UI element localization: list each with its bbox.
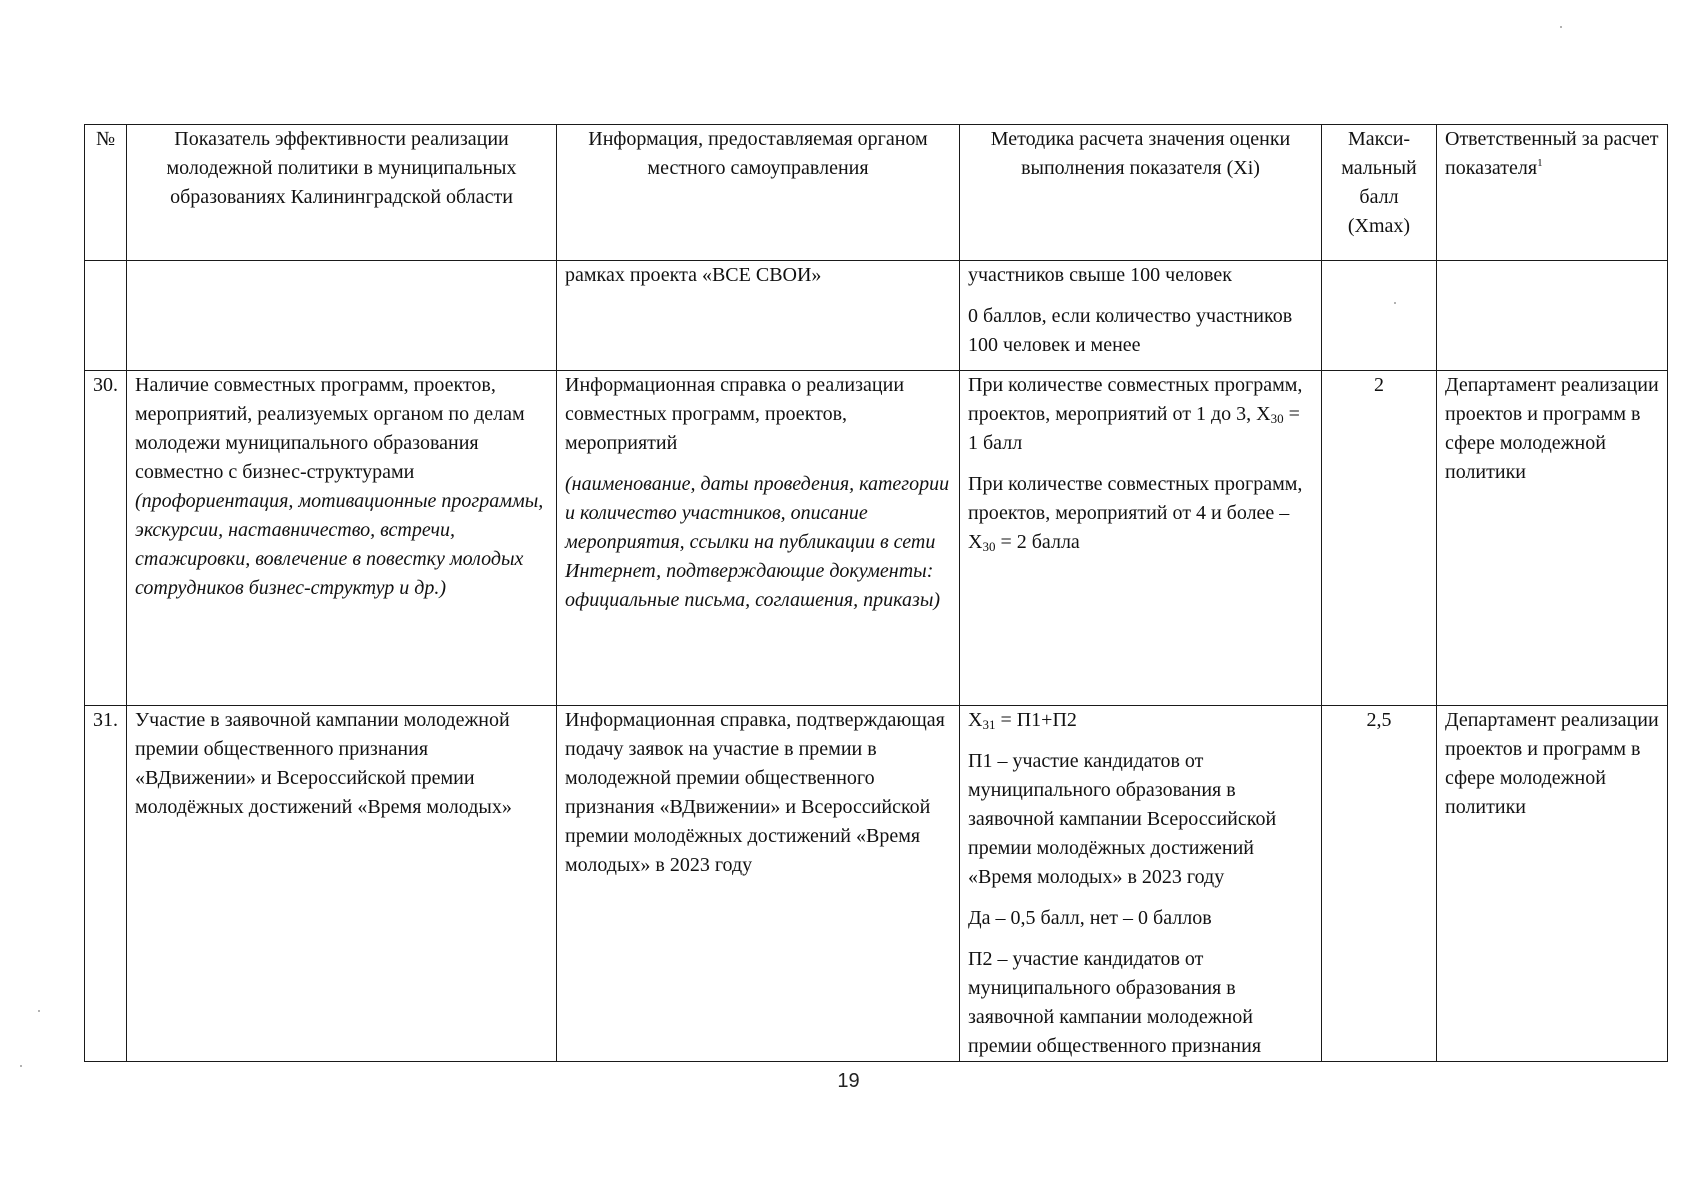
cell-indicator (127, 261, 557, 371)
cell-indicator (127, 371, 557, 706)
cell-info (557, 261, 960, 371)
cell-method (960, 706, 1322, 1062)
indicator-text: Наличие совместных программ, проектов, мероприятий, реализуемых органом по делам молодежи муниципального образования совместно с бизнес-структурами (135, 374, 525, 483)
method-paragraph (968, 470, 1313, 557)
header-responsible-text: Ответственный за расчет показателя (1445, 128, 1659, 179)
cell-method (960, 261, 1322, 371)
method-paragraph: П2 – участие кандидатов от муниципального образования в заявочной кампании молодежной премии общественного признания (968, 948, 1262, 1057)
header-max-line: балл (1359, 186, 1399, 208)
cell-max-score: 2 (1322, 371, 1437, 706)
method-paragraph: участников свыше 100 человек (968, 264, 1232, 286)
method-paragraph (968, 371, 1313, 458)
header-max-line: Макси- (1347, 128, 1411, 150)
cell-max-score (1322, 261, 1437, 371)
header-responsible (1437, 125, 1668, 261)
cell-responsible: Департамент реализации проектов и программ в сфере молодежной политики (1437, 706, 1668, 1062)
header-max-line: (Xmax) (1347, 215, 1411, 237)
subscript: 30 (1270, 411, 1284, 426)
table-header-row (85, 125, 1668, 261)
method-formula (968, 706, 1313, 735)
cell-responsible (1437, 261, 1668, 371)
page-number: 19 (837, 1070, 860, 1092)
footnote-marker: 1 (1537, 157, 1543, 169)
cell-number: 31. (85, 706, 127, 1062)
cell-number (85, 261, 127, 371)
info-details: (наименование, даты проведения, категории и количество участников, описание мероприятия, ссылки на публикации в сети Интернет, подтверждающие документы: официальные письма, соглашения, приказы) (565, 473, 950, 611)
header-max-line: мальный (1341, 157, 1417, 179)
method-text: = 1 балл (968, 403, 1300, 454)
header-number: № (85, 125, 127, 261)
cell-info: Информационная справка, подтверждающая подачу заявок на участие в премии в молодежной премии общественного признания «ВДвижении» и Всероссийской премии молодёжных достижений «Время молодых» в 2023 году (557, 706, 960, 1062)
info-text: рамках проекта «ВСЕ СВОИ» (565, 264, 822, 286)
cell-responsible: Департамент реализации проектов и программ в сфере молодежной политики (1437, 371, 1668, 706)
subscript: 30 (982, 539, 996, 554)
cell-method (960, 371, 1322, 706)
table-row-31 (85, 706, 1668, 1062)
header-method: Методика расчета значения оценки выполнения показателя (Xi) (960, 125, 1322, 261)
formula-rest: = П1+П2 (995, 709, 1077, 731)
subscript: 31 (982, 717, 996, 732)
formula-var: X (968, 709, 983, 731)
info-text: Информационная справка о реализации совместных программ, проектов, мероприятий (565, 374, 905, 454)
header-info: Информация, предоставляемая органом местного самоуправления (557, 125, 960, 261)
table-row-30 (85, 371, 1668, 706)
table-row-continuation (85, 261, 1668, 371)
scan-speck (20, 1065, 22, 1067)
cell-number: 30. (85, 371, 127, 706)
method-text: При количестве совместных программ, проектов, мероприятий от 4 и более – X (968, 473, 1303, 553)
header-indicator: Показатель эффективности реализации молодежной политики в муниципальных образованиях Калининградской области (127, 125, 557, 261)
indicator-examples: (профориентация, мотивационные программы, экскурсии, наставничество, встречи, стажировки, вовлечение в повестку молодых сотрудников бизнес-структур и др.) (135, 490, 544, 599)
method-text: При количестве совместных программ, проектов, мероприятий от 1 до 3, X (968, 374, 1303, 425)
method-paragraph: 0 баллов, если количество участников 100 человек и менее (968, 305, 1293, 356)
header-max-score (1322, 125, 1437, 261)
indicators-table (84, 124, 1668, 1062)
cell-max-score: 2,5 (1322, 706, 1437, 1062)
scan-speck (1560, 26, 1562, 28)
scan-speck (38, 1010, 40, 1012)
cell-indicator: Участие в заявочной кампании молодежной премии общественного признания «ВДвижении» и Всероссийской премии молодёжных достижений «Время молодых» (127, 706, 557, 1062)
method-paragraph: П1 – участие кандидатов от муниципального образования в заявочной кампании Всероссийской премии молодёжных достижений «Время молодых» в 2023 году (968, 750, 1277, 888)
cell-info (557, 371, 960, 706)
method-paragraph: Да – 0,5 балл, нет – 0 баллов (968, 907, 1212, 929)
method-text: = 2 балла (995, 531, 1080, 553)
